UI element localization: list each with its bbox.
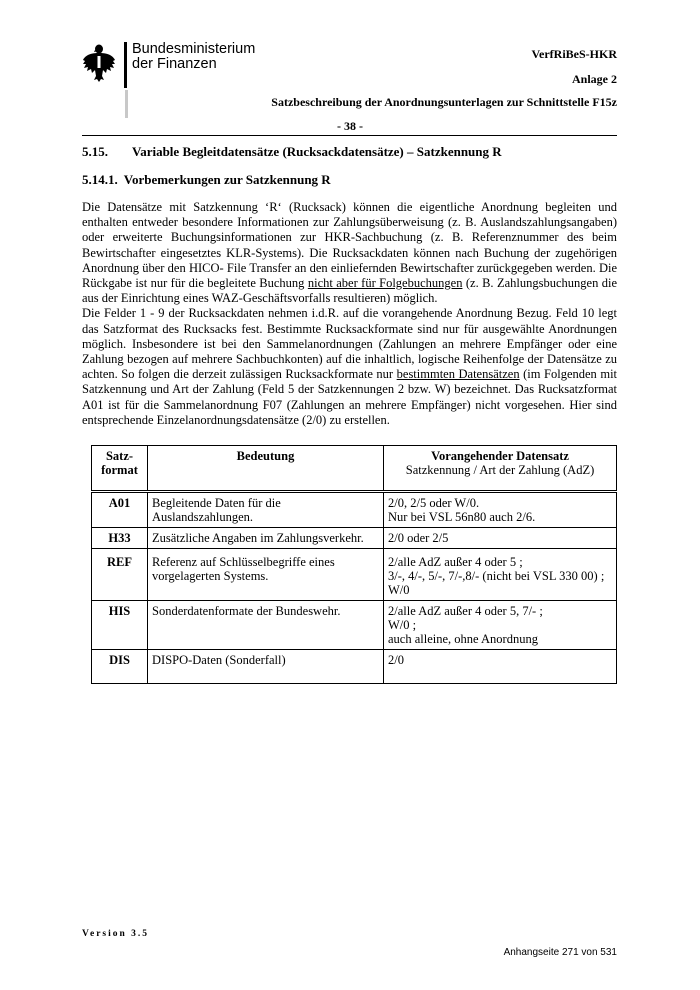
annex-page-counter: Anhangseite 271 von 531 bbox=[503, 947, 617, 958]
table-row bbox=[92, 601, 617, 650]
document-subtitle: Satzbeschreibung der Anordnungsunterlagen zur Schnittstelle F15z bbox=[271, 95, 617, 109]
row-previous bbox=[384, 601, 617, 650]
paragraph-1-end: (z. B. Zahlungsbuchungen die aus der Einrichtung eines WAZ-Geschäftsvorfalls resultieren) möglich. bbox=[82, 276, 618, 306]
row-previous bbox=[384, 528, 617, 549]
row-code: DIS bbox=[92, 650, 148, 684]
row-previous bbox=[384, 650, 617, 684]
document-code: VerfRiBeS-HKR bbox=[531, 47, 617, 61]
row-previous bbox=[384, 492, 617, 528]
subsection-heading bbox=[82, 172, 331, 188]
row-code: HIS bbox=[92, 601, 148, 650]
table-row bbox=[92, 650, 617, 684]
ministry-name-line1: Bundesministerium bbox=[132, 41, 256, 57]
row-code: REF bbox=[92, 549, 148, 601]
row-meaning: Zusätzliche Angaben im Zahlungsverkehr. bbox=[148, 528, 384, 549]
ministry-logo bbox=[82, 40, 255, 88]
table-header-row bbox=[92, 446, 617, 492]
subsection-title: Vorbemerkungen zur Satzkennung R bbox=[123, 172, 331, 187]
row-previous-line: 2/0 bbox=[388, 653, 404, 667]
row-previous-line: 3/-, 4/-, 5/-, 7/-,8/- (nicht bei VSL 330 00) ; bbox=[388, 569, 605, 583]
column-header-previous-sub: Satzkennung / Art der Zahlung (AdZ) bbox=[405, 463, 595, 477]
row-code: A01 bbox=[92, 492, 148, 528]
paragraph-1-text: Die Datensätze mit Satzkennung ‘R‘ (Rucksack) können die eigentliche Anordnung begleiten und enthalten entweder besondere Informationen zur Zahlungsüberweisung (z. B. Auslandszahlungsangaben) oder erweiterte Buchungsinformationen zur HKR-Sachbuchung (z. B. Referenznummer des beim Bewirtschafter eingesetztes KLR-Systems). Die Rucksackdaten können nach Buchung der zugehörigen Anordnung über den HICO- File Transfer an den einliefernden Bewirtschafter zurückgegeben werden. Die Rückgabe ist nur für die begleitete Buchung bbox=[82, 200, 617, 291]
section-title: Variable Begleitdatensätze (Rucksackdatensätze) – Satzkennung R bbox=[132, 144, 502, 159]
section-heading bbox=[82, 144, 502, 160]
document-version: Version 3.5 bbox=[82, 929, 150, 939]
federal-eagle-icon bbox=[82, 40, 116, 82]
column-header-format-line2: format bbox=[101, 463, 138, 477]
ministry-name bbox=[132, 42, 255, 72]
row-previous-line: 2/0, 2/5 oder W/0. bbox=[388, 496, 480, 510]
row-previous-line: W/0 bbox=[388, 583, 410, 597]
row-previous-line: 2/alle AdZ außer 4 oder 5 ; bbox=[388, 555, 523, 569]
table-row bbox=[92, 492, 617, 528]
row-meaning: DISPO-Daten (Sonderfall) bbox=[148, 650, 384, 684]
table-row bbox=[92, 528, 617, 549]
logo-flag-stripe bbox=[125, 90, 128, 118]
logo-divider bbox=[124, 42, 127, 88]
table-row bbox=[92, 549, 617, 601]
paragraph-1-underlined: nicht aber für Folgebuchungen bbox=[307, 276, 463, 291]
annex-label: Anlage 2 bbox=[572, 72, 617, 86]
row-previous-line: auch alleine, ohne Anordnung bbox=[388, 632, 538, 646]
paragraph-2-underlined: bestimmten Datensätzen bbox=[396, 367, 520, 382]
column-header-format-line1: Satz- bbox=[105, 449, 134, 463]
row-meaning: Referenz auf Schlüsselbegriffe eines vorgelagerten Systems. bbox=[148, 549, 384, 601]
record-format-table bbox=[91, 445, 617, 684]
row-meaning: Sonderdatenformate der Bundeswehr. bbox=[148, 601, 384, 650]
header-rule bbox=[82, 135, 617, 136]
row-previous-line: W/0 ; bbox=[388, 618, 417, 632]
row-previous bbox=[384, 549, 617, 601]
column-header-format bbox=[92, 446, 148, 492]
section-number: 5.15. bbox=[82, 144, 108, 159]
ministry-name-line2: der Finanzen bbox=[132, 56, 217, 72]
column-header-meaning: Bedeutung bbox=[148, 446, 384, 492]
column-header-previous bbox=[384, 446, 617, 492]
paragraph-2-end: (im Folgenden mit Satzkennung und Art der Zahlung (Feld 5 der Satzkennungen 2 bzw. W) bezeichnet. Das Rucksatzformat A01 ist für die Sammelanordnung F07 (Zahlungen an mehrere Empfänger) nicht vorgesehen. Hier sind entsprechende Einzelanordnungsdatensätze (2/0) zu erstellen. bbox=[82, 367, 618, 427]
paragraph-2 bbox=[82, 306, 617, 428]
page-number: - 38 - bbox=[337, 119, 363, 133]
body-text bbox=[82, 200, 617, 428]
column-header-previous-title: Vorangehender Datensatz bbox=[431, 449, 569, 463]
row-meaning: Begleitende Daten für die Auslandszahlungen. bbox=[148, 492, 384, 528]
paragraph-1 bbox=[82, 200, 617, 306]
row-previous-line: 2/0 oder 2/5 bbox=[388, 531, 449, 545]
row-previous-line: 2/alle AdZ außer 4 oder 5, 7/- ; bbox=[388, 604, 543, 618]
row-previous-line: Nur bei VSL 56n80 auch 2/6. bbox=[388, 510, 536, 524]
row-code: H33 bbox=[92, 528, 148, 549]
paragraph-2-text: Die Felder 1 - 9 der Rucksackdaten nehmen i.d.R. auf die vorangehende Anordnung Bezug. Feld 10 legt das Satzformat des Rucksacks fest. Bestimmte Rucksackformate sind nur für ausgewählte Anordnungen möglich. Insbesondere ist bei den Sammelanordnungen (Zahlungen an mehrere Empfänger oder eine Zahlung bezogen auf mehrere Sachbuchkonten) auf die inhaltlich, logische Reihenfolge der Datensätze zu achten. So folgen die derzeit zulässigen Rucksackformate nur bbox=[82, 306, 617, 382]
subsection-number: 5.14.1. bbox=[82, 172, 118, 187]
